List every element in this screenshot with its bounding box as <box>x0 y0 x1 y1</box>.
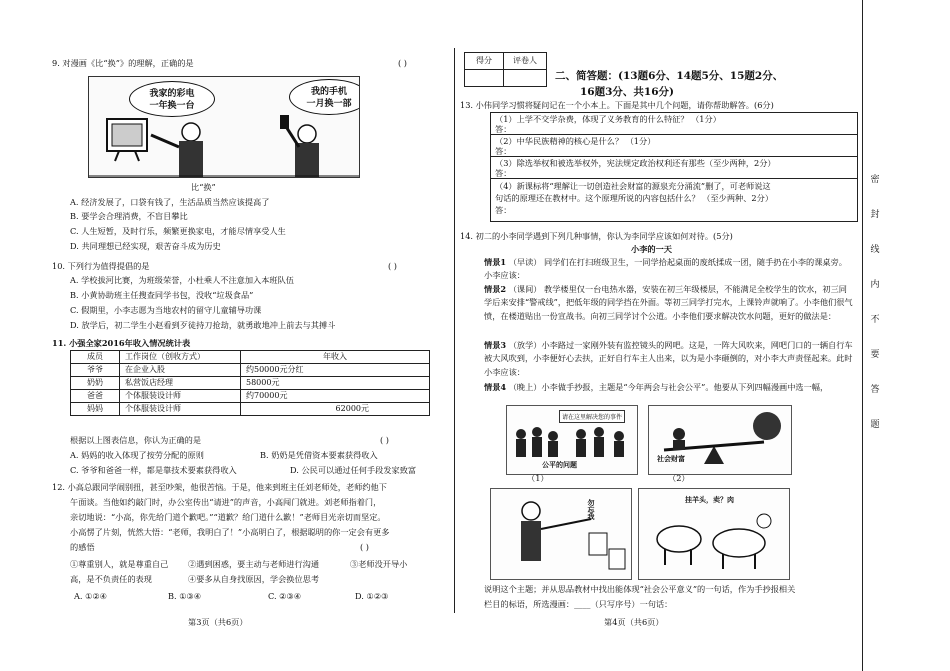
table-cell: 爸爸 <box>71 390 120 403</box>
score-label: 得分 <box>465 53 504 70</box>
q12-item-2: ②遇到困惑，要主动与老师进行沟通 <box>188 559 320 569</box>
q11-income-table <box>70 350 430 416</box>
comic-3-drawing <box>491 489 631 579</box>
q11-option-b[interactable]: B. 奶奶是凭借资本要素获得收入 <box>260 450 378 460</box>
q14-scene-2 <box>484 283 854 323</box>
table-cell: 58000元 <box>241 377 430 390</box>
comic-2[interactable] <box>648 405 792 475</box>
seal-char-yao: 要 <box>870 350 880 360</box>
q13-question-3: （3）除选举权和被选举权外，宪法规定政治权利还有那些（至少两种，2分） <box>495 158 776 168</box>
seal-char-feng: 封 <box>870 210 880 220</box>
comic-1-caption: 公平的问题 <box>542 460 577 469</box>
q13-answer-1[interactable]: 答： <box>495 124 512 134</box>
scene-2-text: （课间） 教学楼里仅一台电热水器，安装在初三年级楼层，不能满足全校学生的饮水，初三同学后来安排“警戒线”，把低年级的同学挡在外面。等初三同学打完水，上课铃声就响了。小李他们很气愤，在楼道贴出一份宣战书。向初三同学讨个公道。小李他们要求解决饮水问题，更好的做法是： <box>484 284 853 321</box>
comic-label-1: （1） <box>527 473 549 483</box>
table-cell: 在企业入股 <box>120 364 241 377</box>
q13-item-1 <box>491 113 857 135</box>
table-header-cell: 年收入 <box>241 351 430 364</box>
q10-option-b[interactable]: B. 小黄协助班主任搜查同学书包，没收“垃圾食品” <box>70 290 254 300</box>
grader-label: 评卷人 <box>504 53 547 70</box>
q12-choice-b[interactable]: B. ①③④ <box>168 591 202 601</box>
right-page-footer: 第4页（共6页） <box>604 617 664 627</box>
q14-closing-line1: 说明这个主题；并从思品教材中找出能体现“社会公平意义”的一句话，作为手抄报相关 <box>484 584 796 594</box>
q14-scene-1 <box>484 256 854 283</box>
q10-stem: 10. 下列行为值得提倡的是 <box>52 261 150 271</box>
scene-3-text: （放学）小李路过一家刚外装有监控镜头的网吧。这是，一阵大风吹来，网吧门口的一辆自行车被大风吹到，小李便好心去扶，正好自行车主人出来，以为是小李砸倒的，对小李大声责怪起来。此时小李应该： <box>484 340 853 377</box>
q9-cartoon <box>88 76 360 178</box>
comic-1-sign: 请在这里解决您的事件 <box>559 410 625 423</box>
seal-char-xian: 线 <box>870 245 880 255</box>
table-cell: 私营饭店经理 <box>120 377 241 390</box>
comic-4[interactable] <box>638 488 790 580</box>
q11-answer-paren[interactable]: ( ) <box>380 435 389 445</box>
comic-2-label: 社会财富 <box>657 454 685 463</box>
q9-option-a[interactable]: A. 经济发展了，口袋有钱了，生活品质当然应该提高了 <box>70 197 270 207</box>
q13-question-4b: 句话的原理还在教材中。这个原理所说的内容包括什么？ （至少两种、2分） <box>495 193 774 203</box>
left-page-footer: 第3页（共6页） <box>188 617 248 627</box>
q14-scene-4 <box>484 381 854 394</box>
comic-1[interactable] <box>506 405 638 475</box>
bubble-left-line2: 一年换一台 <box>149 101 195 111</box>
page-divider <box>454 48 455 613</box>
q12-choice-d[interactable]: D. ①②③ <box>355 591 389 601</box>
q9-answer-paren[interactable]: ( ) <box>398 58 407 68</box>
seal-char-da: 答 <box>870 385 880 395</box>
comic-4-drawing <box>639 489 789 579</box>
q13-question-4a: （4）新课标将“理解让一切创造社会财富的源泉充分涌流”删了，可老师说这 <box>495 181 771 191</box>
q13-item-3 <box>491 157 857 179</box>
scene-1-text: （早读） 同学们在打扫班级卫生，一同学拾起桌面的废纸揉成一团，随手扔在小李的课桌旁。小李应该： <box>484 257 847 281</box>
q12-line-1: 12. 小高总跟同学闹别扭，甚至吵架，他很苦恼。于是，他来到班主任刘老师处，老师约他下 <box>52 482 387 492</box>
table-row <box>71 390 430 403</box>
scene-4-label: 情景4 <box>484 382 507 392</box>
q10-option-d[interactable]: D. 放学后，初二学生小赵看到歹徒持刀抢劫，就勇敢地冲上前去与其搏斗 <box>70 320 336 330</box>
q13-answer-4[interactable]: 答： <box>495 205 512 215</box>
table-row <box>71 377 430 390</box>
q13-item-4 <box>491 179 857 217</box>
q13-answer-box <box>490 112 858 222</box>
scene-4-text: （晚上）小李做手抄报，主题是“今年两会与社会公平”。他要从下列四幅漫画中选一幅， <box>508 382 829 392</box>
comic-3[interactable] <box>490 488 632 580</box>
q12-line-3: 亲切地说：“小高，你先给门道个歉吧。”“道歉？给门道什么歉！”老师目光亲切而坚定。 <box>70 512 386 522</box>
q12-item-3: ③老师没开导小 <box>350 559 408 569</box>
q11-option-c[interactable]: C. 爷爷和爸爸一样，都是靠技术要素获得收入 <box>70 465 237 475</box>
table-cell: 约70000元 <box>241 390 430 403</box>
cartoon-drawing <box>89 77 359 177</box>
q11-title: 11. 小强全家2016年收入情况统计表 <box>52 338 191 348</box>
table-cell: 个体服装设计师 <box>120 390 241 403</box>
table-cell: 奶奶 <box>71 377 120 390</box>
comic-3-label: 勿忘我 <box>587 499 596 520</box>
seal-char-ti: 题 <box>870 420 880 430</box>
q14-title: 小李的一天 <box>631 244 672 254</box>
q9-option-b[interactable]: B. 要学会合理消费，不盲目攀比 <box>70 211 188 221</box>
q13-answer-2[interactable]: 答： <box>495 146 512 156</box>
q9-option-c[interactable]: C. 人生短暂，及时行乐，频繁更换家电，才能尽情享受人生 <box>70 226 286 236</box>
q9-option-d[interactable]: D. 共同理想已经实现，艰苦奋斗成为历史 <box>70 241 221 251</box>
q13-intro: 13. 小伟同学习惯将疑问记在一个小本上。下面是其中几个问题，请你帮助解答。(6分) <box>460 100 774 110</box>
q11-option-a[interactable]: A. 妈妈的收入体现了按劳分配的原则 <box>70 450 204 460</box>
seal-char-bu: 不 <box>870 315 880 325</box>
q13-question-1: （1）上学不交学杂费，体现了义务教育的什么特征？ （1分） <box>495 114 721 124</box>
table-cell: 个体服装设计师 <box>120 403 241 416</box>
q12-line-2: 午面谈。当他如约敲门时，办公室传出“请进”的声音，小高闯门就进。刘老师指着门， <box>70 497 382 507</box>
q13-item-2 <box>491 135 857 157</box>
q14-closing-line2[interactable]: 栏目的标语，所选漫画：____（只写序号）一句话： <box>484 599 673 609</box>
q10-option-c[interactable]: C. 假期里，小李志愿为当地农村的留守儿童辅导功课 <box>70 305 262 315</box>
table-header-cell: 工作岗位（创收方式） <box>120 351 241 364</box>
comic-4-label: 挂羊头，卖？肉 <box>685 495 734 504</box>
table-cell: 约50000元分红 <box>241 364 430 377</box>
q10-option-a[interactable]: A. 学校拔河比赛，为班级荣誉，小杜乘人不注意加入本班队伍 <box>70 275 294 285</box>
q13-question-2: （2）中华民族精神的核心是什么？ （1分） <box>495 136 656 146</box>
q12-line-5: 的感悟 <box>70 542 95 552</box>
section-title-line2: 16题3分、共16分) <box>580 86 674 98</box>
q9-cartoon-caption: 比“换” <box>191 182 216 192</box>
bubble-right-line2: 一月换一部 <box>306 99 352 109</box>
q14-scene-3 <box>484 339 854 379</box>
q12-item-1: ①尊重别人，就是尊重自己 <box>70 559 169 569</box>
q14-intro: 14. 初二的小李同学遇到下列几种事情，你认为李同学应该如何对待。(5分) <box>460 231 733 241</box>
bubble-left-line1: 我家的彩电 <box>149 89 195 99</box>
scene-3-label: 情景3 <box>484 340 507 350</box>
score-cell[interactable] <box>465 70 504 87</box>
section-title-line1: 二、简答题：(13题6分、14题5分、15题2分、 <box>555 70 784 82</box>
scene-2-label: 情景2 <box>484 284 507 294</box>
q12-line-4: 小高愣了片刻，恍然大悟：“老师，我明白了！”小高明白了，根据聪明的你一定会有更多 <box>70 527 390 537</box>
q12-answer-paren[interactable]: ( ) <box>360 542 369 552</box>
table-row <box>71 364 430 377</box>
seal-char-mi: 密 <box>870 175 880 185</box>
seal-line <box>862 0 863 671</box>
grader-cell[interactable] <box>504 70 547 87</box>
q9-stem: 9. 对漫画《比“换”》的理解，正确的是 <box>52 58 194 68</box>
q11-option-d[interactable]: D. 公民可以通过任何手段发家致富 <box>290 465 417 475</box>
table-cell: 62000元 <box>241 403 430 416</box>
q11-prompt: 根据以上图表信息，你认为正确的是 <box>70 435 202 445</box>
table-cell: 爷爷 <box>71 364 120 377</box>
table-cell: 妈妈 <box>71 403 120 416</box>
scene-1-label: 情景1 <box>484 257 507 267</box>
comic-label-2: （2） <box>668 473 690 483</box>
q12-choice-a[interactable]: A. ①②④ <box>74 591 108 601</box>
table-header-cell: 成员 <box>71 351 120 364</box>
bubble-right-line1: 我的手机 <box>310 87 347 97</box>
q13-answer-3[interactable]: 答： <box>495 168 512 178</box>
q12-item-3-cont: 高，是不负责任的表现 <box>70 574 152 584</box>
q12-item-4: ④要多从自身找原因，学会换位思考 <box>188 574 320 584</box>
q12-choice-c[interactable]: C. ②③④ <box>268 591 302 601</box>
table-row <box>71 403 430 416</box>
score-table <box>464 52 547 87</box>
table-header-row <box>71 351 430 364</box>
q10-answer-paren[interactable]: ( ) <box>388 261 397 271</box>
seal-char-nei: 内 <box>870 280 880 290</box>
